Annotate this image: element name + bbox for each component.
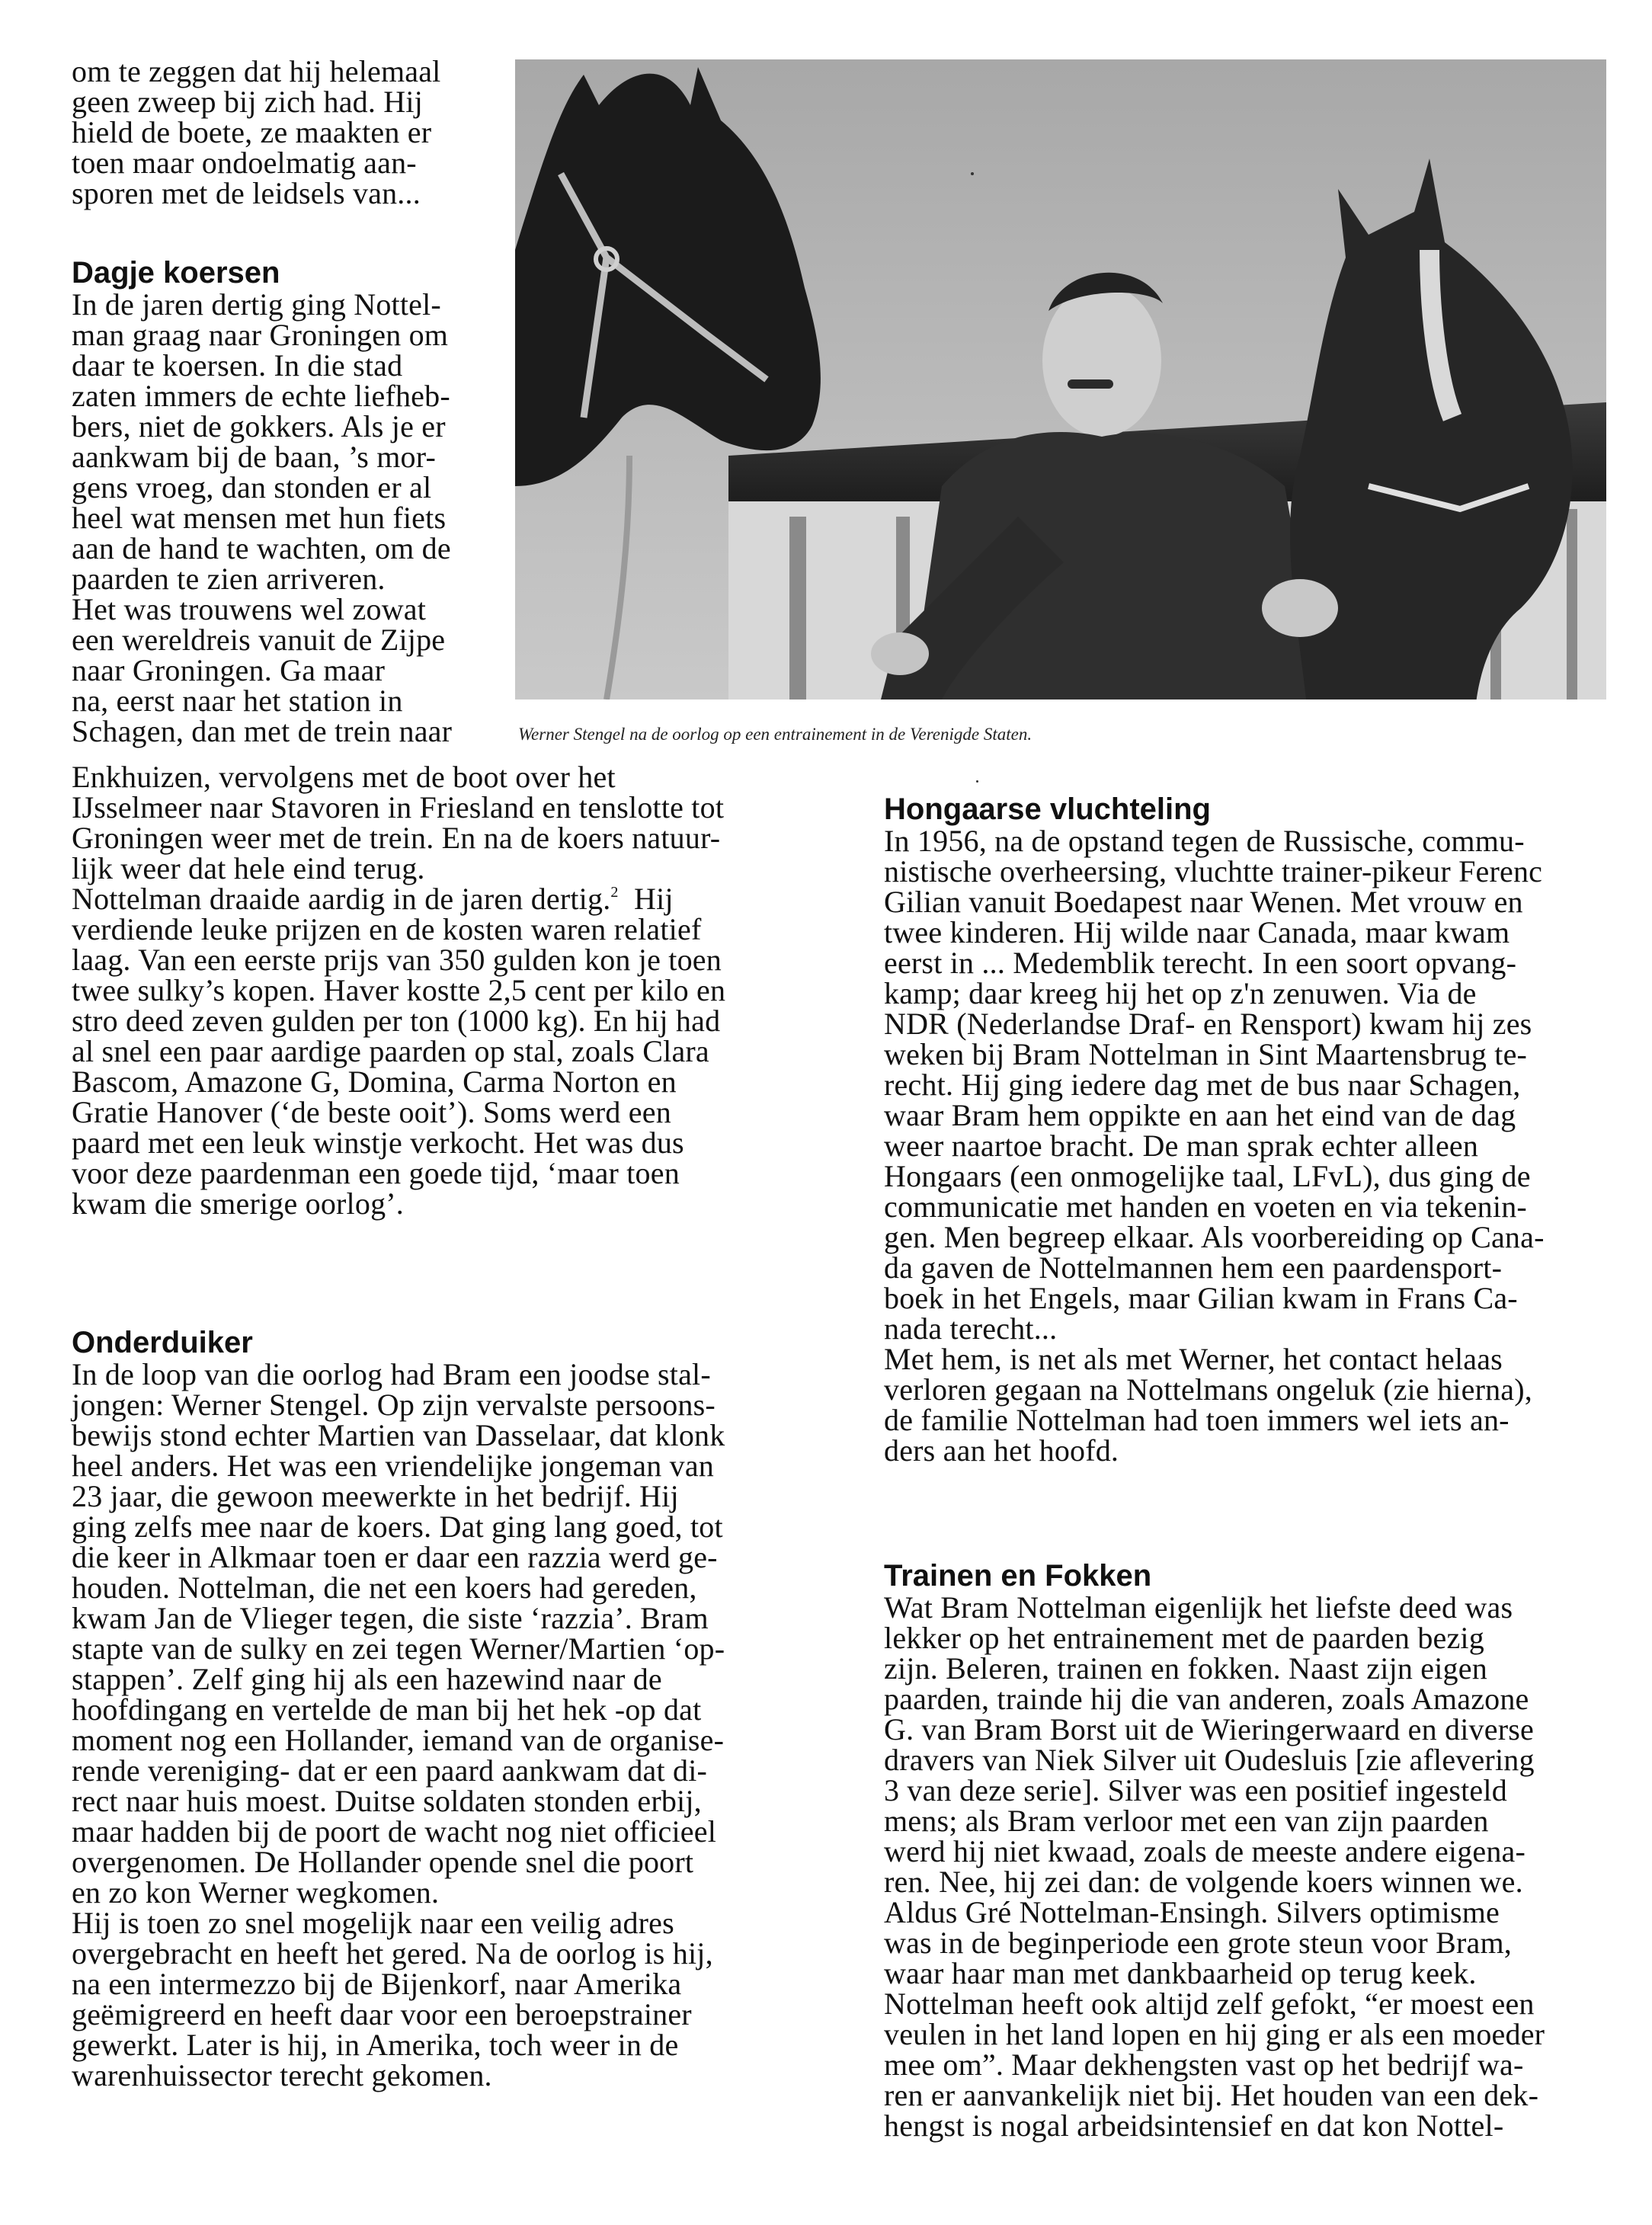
photo-caption: Werner Stengel na de oorlog op een entrainement in de Verenigde Staten. <box>518 725 1032 744</box>
intro-paragraph: om te zeggen dat hij helemaal geen zweep bij zich had. Hij hield de boete, ze maakten er toen maar ondoelmatig aan- sporen met de leidsels van... <box>72 54 441 210</box>
photo-horses-and-man <box>515 59 1606 700</box>
paragraph-text-after-footnote: Hij <box>618 882 674 916</box>
footnote-mark: 2 <box>610 884 619 901</box>
paragraph-text-before-footnote: Enkhuizen, vervolgens met de boot over het IJsselmeer naar Stavoren in Friesland en tenslotte tot Groningen weer met de trein. En na de koers natuur- lijk weer dat hele eind terug. Nottelman draaide aardig in de jaren dertig. <box>72 760 725 916</box>
paragraph-dagje-koersen-narrow: In de jaren dertig ging Nottel- man graag naar Groningen om daar te koersen. In die stad zaten immers de echte liefheb- bers, niet de gokkers. Als je er aankwam bij de baan, ’s mor- gens vroeg, dan stonden er al heel wat mensen met hun fiets aan de hand te wachten, om de paarden te zien arriveren. Het was trouwens wel zowat een wereldreis vanuit de Zijpe naar Groningen. Ga maar na, eerst naar het station in Schagen, dan met de trein naar <box>72 287 453 748</box>
section-heading-onderduiker: Onderduiker <box>72 1326 253 1359</box>
paragraph-trainen-en-fokken: Wat Bram Nottelman eigenlijk het liefste deed was lekker op het entrainement met de paarden bezig zijn. Beleren, trainen en fokken. Naast zijn eigen paarden, trainde hij die van anderen, zoals Amazone G. van Bram Borst uit de Wieringerwaard en diverse dravers van Niek Silver uit Oudesluis [zie aflevering 3 van deze serie]. Silver was een positief ingesteld mens; als Bram verloor met een van zijn paarden werd hij niet kwaad, zoals de meeste andere eigena- ren. Nee, hij zei dan: de volgende koers winnen we. Aldus Gré Nottelman-Ensingh. Silvers optimisme was in de beginperiode een grote steun voor Bram, waar haar man met dankbaarheid op terug keek. Nottelman heeft ook altijd zelf gefokt, “er moest een veulen in het land lopen en hij ging er als een moeder mee om”. Maar dekhengsten vast op het bedrijf wa- ren er aanvankelijk niet bij. Het houden van een dek- hengst is nogal arbeidsintensief en dat kon Nottel- <box>884 1590 1545 2143</box>
section-heading-hongaarse-vluchteling: Hongaarse vluchteling <box>884 792 1211 826</box>
paragraph-hongaarse-vluchteling: In 1956, na de opstand tegen de Russische, commu- nistische overheersing, vluchtte trainer-pikeur Ferenc Gilian vanuit Boedapest naar Wenen. Met vrouw en twee kinderen. Hij wilde naar Canada, maar kwam eerst in ... Medemblik terecht. In een soort opvang- kamp; daar kreeg hij het op z'n zenuwen. Via de NDR (Nederlandse Draf- en Rensport) kwam hij zes weken bij Bram Nottelman in Sint Maartensbrug te- recht. Hij ging iedere dag met de bus naar Schagen, waar Bram hem oppikte en aan het eind van de dag weer naartoe bracht. De man sprak echter alleen Hongaars (een onmogelijke taal, LFvL), dus ging de communicatie met handen en voeten en via tekenin- gen. Men begreep elkaar. Als voorbereiding op Cana- da gaven de Nottelmannen hem een paardensport- boek in het Engels, maar Gilian kwam in Frans Ca- nada terecht... Met hem, is net als met Werner, het contact helaas verloren gegaan na Nottelmans ongeluk (zie hierna), de familie Nottelman had toen immers wel iets an- ders aan het hoofd. <box>884 824 1545 1468</box>
paragraph-onderduiker: In de loop van die oorlog had Bram een joodse stal- jongen: Werner Stengel. Op zijn vervalste persoons- bewijs stond echter Martien van Dasselaar, dat klonk heel anders. Het was een vriendelijke jongeman van 23 jaar, die gewoon meewerkte in het bedrijf. Hij ging zelfs mee naar de koers. Dat ging lang goed, tot die keer in Alkmaar toen er daar een razzia werd ge- houden. Nottelman, die net een koers had gereden, kwam Jan de Vlieger tegen, die siste ‘razzia’. Bram stapte van de sulky en zei tegen Werner/Martien ‘op- stappen’. Zelf ging hij als een hazewind naar de hoofdingang en vertelde de man bij het hek -op dat moment nog een Hollander, iemand van de organise- rende vereniging- dat er een paard aankwam dat di- rect naar huis moest. Duitse soldaten stonden erbij, maar hadden bij de poort de wacht nog niet officieel overgenomen. De Hollander opende snel die poort en zo kon Werner wegkomen. Hij is toen zo snel mogelijk naar een veilig adres overgebracht en heeft het gered. Na de oorlog is hij, na een intermezzo bij de Bijenkorf, naar Amerika geëmigreerd en heeft daar voor een beroepstrainer gewerkt. Later is hij, in Amerika, toch weer in de warenhuissector terecht gekomen. <box>72 1357 725 2092</box>
section-heading-dagje-koersen: Dagje koersen <box>72 256 280 290</box>
paragraph-text-rest: verdiende leuke prijzen en de kosten waren relatief laag. Van een eerste prijs van 350 gulden kon je toen twee sulky’s kopen. Haver kostte 2,5 cent per kilo en stro deed zeven gulden per ton (1000 kg). En hij had al snel een paar aardige paarden op stal, zoals Clara Bascom, Amazone G, Domina, Carma Norton en Gratie Hanover (‘de beste ooit’). Soms werd een paard met een leuk winstje verkocht. Het was dus voor deze paardenman een goede tijd, ‘maar toen kwam die smerige oorlog’. <box>72 912 726 1221</box>
photo-illustration <box>515 59 1606 700</box>
print-speck <box>976 780 978 783</box>
paragraph-dagje-koersen-wide <box>72 762 725 1219</box>
section-heading-trainen-en-fokken: Trainen en Fokken <box>884 1559 1152 1593</box>
